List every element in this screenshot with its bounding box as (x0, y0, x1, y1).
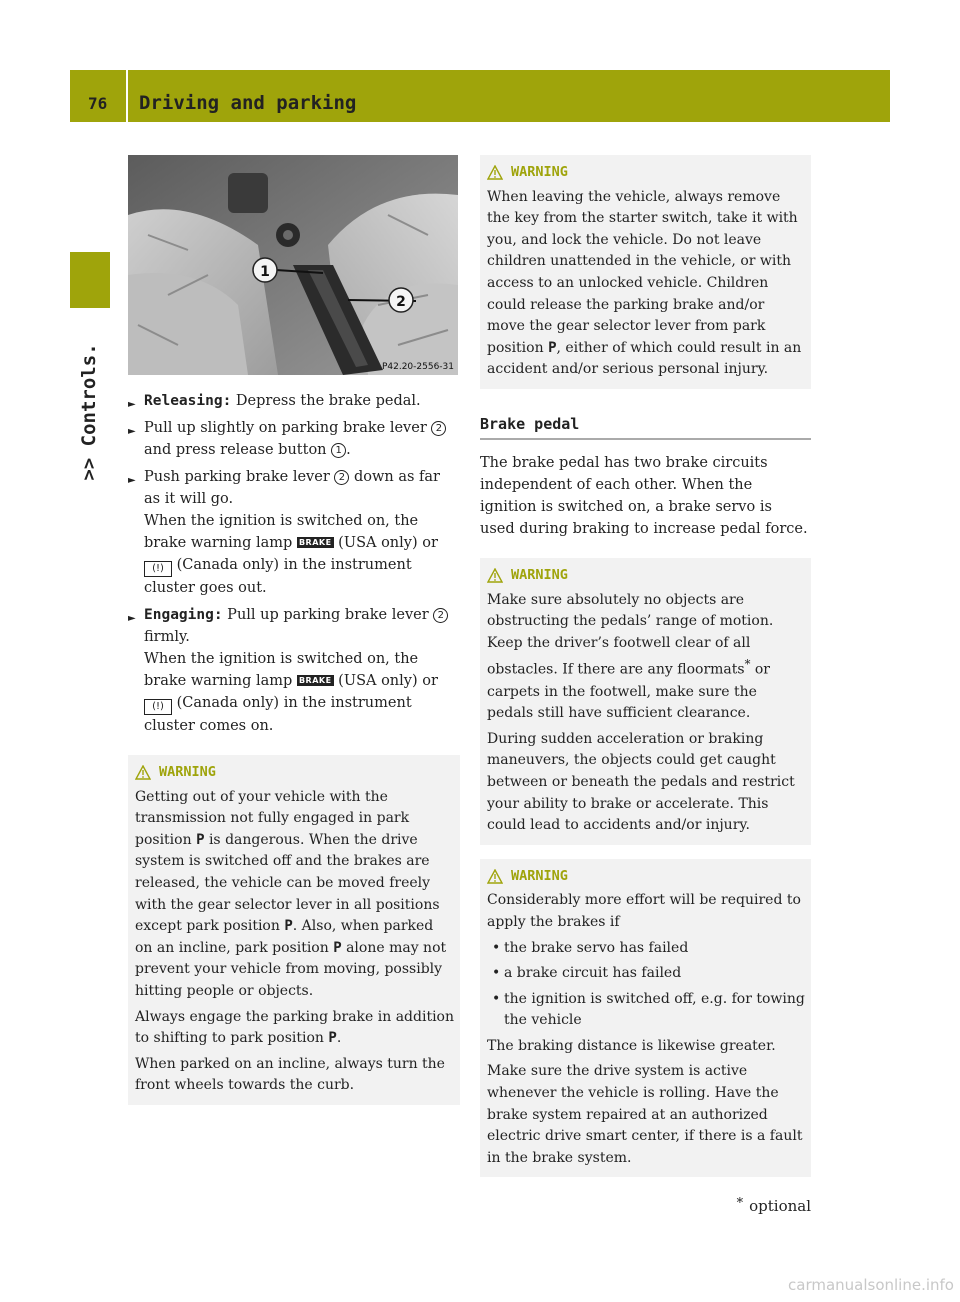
callout-2-icon: 2 (334, 470, 349, 485)
footer-text: optional (749, 1197, 811, 1215)
warning-paragraph: Considerably more effort will be required to apply the brakes if (487, 892, 801, 930)
right-column (480, 155, 811, 1177)
arrow-icon: ► (128, 613, 136, 624)
warning-paragraph: Make sure the drive system is active whenever the vehicle is rolling. Have the brake system repaired at an authorized electric drive smart center, if there is a fault in the brake system. (487, 1063, 803, 1166)
step-text: (Canada only) in the instrument cluster comes on. (144, 695, 412, 734)
step-text: and press release button (144, 442, 332, 458)
list-item: • the brake servo has failed (487, 938, 805, 960)
step-releasing (128, 390, 460, 412)
step-engaging (128, 604, 460, 737)
warning-label: WARNING (511, 867, 568, 884)
warning-box-children (480, 155, 811, 389)
brake-lamp-icon: BRAKE (298, 676, 332, 685)
parking-brake-illustration (128, 155, 458, 375)
callout-1-icon: 1 (331, 443, 346, 458)
warning-box-brake-effort (480, 859, 811, 1178)
brake-pedal-paragraph: The brake pedal has two brake circuits independent of each other. When the ignition is switched on, a brake servo is used during braking to increase pedal force. (480, 454, 808, 537)
step-text: Pull up slightly on parking brake lever (144, 420, 432, 436)
warning-box-pedal-obstruction (480, 558, 811, 845)
warning-label: WARNING (159, 764, 216, 780)
warning-paragraph: Always engage the parking brake in addition to shifting to park position P. (135, 1008, 454, 1047)
step-text: Depress the brake pedal. (231, 393, 421, 409)
brake-lamp-icon: BRAKE (298, 538, 332, 547)
side-tab-block (70, 252, 110, 308)
page-number: 76 (88, 94, 108, 113)
left-column (128, 390, 460, 1105)
callout-2-icon: 2 (433, 608, 448, 623)
arrow-icon: ► (128, 426, 136, 437)
optional-star: * (744, 657, 751, 672)
watermark: carmanualsonline.info (788, 1276, 954, 1294)
page-title: Driving and parking (139, 92, 357, 114)
warning-paragraph: When parked on an incline, always turn the front wheels towards the curb. (135, 1055, 445, 1094)
step-text: (Canada only) in the instrument cluster goes out. (144, 557, 412, 596)
warning-paragraph: The braking distance is likewise greater. (487, 1037, 776, 1054)
warning-triangle-icon (487, 165, 503, 180)
step-text: (USA only) or (333, 535, 438, 551)
list-item: • a brake circuit has failed (487, 963, 805, 985)
arrow-icon: ► (128, 399, 136, 410)
step-text: When the ignition is switched on, the brake warning lamp (144, 651, 419, 689)
warning-triangle-icon (135, 765, 151, 780)
warning-header (135, 762, 454, 784)
step-label: Engaging: (144, 607, 223, 623)
warning-paragraph: Make sure absolutely no objects are obstructing the pedals’ range of motion. Keep the driver’s footwell clear of all obstacles. If there are any floormats* or carpets in the footwell, make sure the pedals still have sufficient clearance. (487, 591, 774, 722)
brake-warning-canada-icon: (!) (144, 699, 172, 715)
step-text: down as far as it will go. (144, 469, 440, 507)
warning-paragraph: When leaving the vehicle, always remove the key from the starter switch, take it with you, and lock the vehicle. Do not leave children unattended in the vehicle, or with access to an unlocked vehicle. Children could release the parking brake and/or move the gear selector lever from park position P, either of which could result in an accident and/or serious personal injury. (487, 188, 802, 378)
photo-code: P42.20-2556-31 (381, 362, 454, 372)
step-text: firmly. (144, 629, 190, 645)
step-pull-up (128, 417, 460, 461)
photo-callout-1: 1 (260, 264, 270, 280)
list-item: • the ignition is switched off, e.g. for towing the vehicle (487, 989, 805, 1032)
side-tab-label: >> Controls. (78, 343, 100, 481)
step-text: (USA only) or (333, 673, 438, 689)
section-title-brake-pedal: Brake pedal (480, 413, 811, 440)
optional-star: * (736, 1196, 744, 1211)
page-number-block (70, 70, 126, 122)
warning-box-park (128, 755, 460, 1105)
step-label: Releasing: (144, 393, 232, 409)
warning-paragraph: During sudden acceleration or braking maneuvers, the objects could get caught between or beneath the pedals and restrict your ability to brake or accelerate. This could lead to accidents and/or injury. (487, 730, 795, 834)
warning-header (487, 866, 805, 888)
arrow-icon: ► (128, 475, 136, 486)
warning-paragraph: Getting out of your vehicle with the transmission not fully engaged in park position P is dangerous. When the drive system is switched off and the brakes are released, the vehicle can be moved freely with the gear selector lever in all positions except park position P. Also, when parked on an incline, park position P alone may not prevent your vehicle from moving, possibly hitting people or objects. (135, 788, 447, 999)
callout-2-icon: 2 (431, 421, 446, 436)
warning-header (487, 565, 805, 587)
warning-triangle-icon (487, 869, 503, 884)
step-text: Pull up parking brake lever (222, 607, 434, 623)
step-push-down (128, 466, 460, 599)
step-text: . (346, 442, 351, 458)
photo-callout-2: 2 (396, 294, 406, 310)
parking-brake-photo (128, 155, 458, 375)
step-text: Push parking brake lever (144, 469, 335, 485)
step-text: When the ignition is switched on, the brake warning lamp (144, 513, 419, 551)
warning-label: WARNING (511, 164, 568, 180)
footer-optional-note (737, 1196, 811, 1215)
brake-warning-canada-icon: (!) (144, 561, 172, 577)
header-bar (128, 70, 890, 122)
warning-triangle-icon (487, 568, 503, 583)
warning-label: WARNING (511, 566, 568, 583)
warning-header (487, 162, 805, 184)
